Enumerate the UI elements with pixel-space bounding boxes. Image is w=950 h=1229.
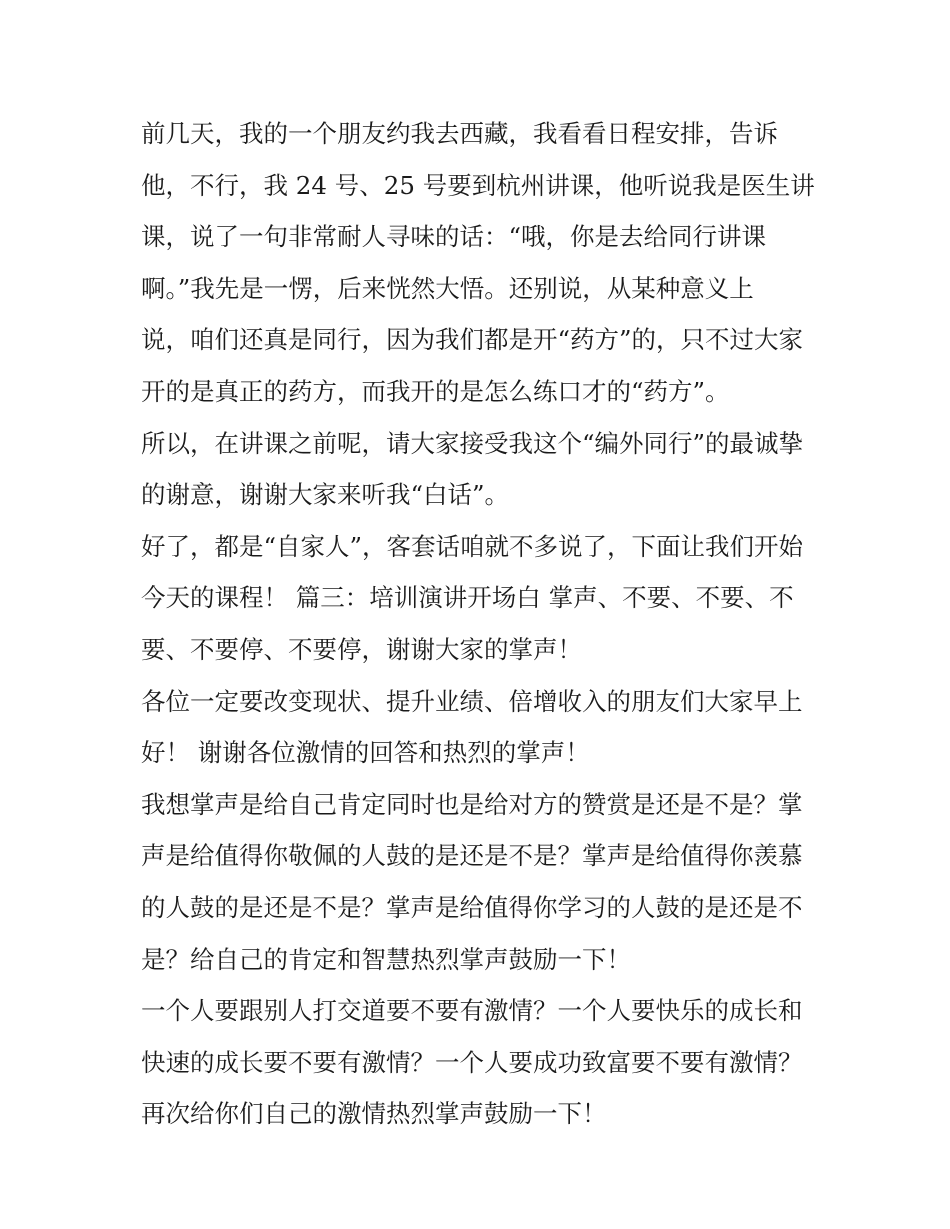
- text-line: 所以，在讲课之前呢，请大家接受我这个“编外同行”的最诚挚: [141, 428, 804, 458]
- text-line: 快速的成长要不要有激情？一个人要成功致富要不要有激情？: [141, 1047, 803, 1077]
- text-line: 声是给值得你敬佩的人鼓的是还是不是？掌声是给值得你羡慕: [141, 841, 803, 871]
- text-line: 各位一定要改变现状、提升业绩、倍增收入的朋友们大家早上: [141, 686, 803, 716]
- document-body: [141, 108, 821, 1140]
- text-line: 是？给自己的肯定和智慧热烈掌声鼓励一下！: [141, 944, 631, 974]
- text-line: 他，不行，我 24 号、25 号要到杭州讲课，他听说我是医生讲: [141, 170, 815, 200]
- text-line: 我想掌声是给自己肯定同时也是给对方的赞赏是还是不是？掌: [141, 789, 803, 819]
- text-line: 今天的课程！ 篇三：培训演讲开场白 掌声、不要、不要、不: [141, 583, 794, 613]
- text-line: 要、不要停、不要停，谢谢大家的掌声！: [141, 634, 582, 664]
- text-line: 说，咱们还真是同行，因为我们都是开“药方”的，只不过大家: [141, 325, 804, 355]
- text-line: 啊。”我先是一愣，后来恍然大悟。还别说，从某种意义上: [141, 273, 754, 303]
- text-line: 课，说了一句非常耐人寻味的话：“哦，你是去给同行讲课: [141, 222, 767, 252]
- text-line: 前几天，我的一个朋友约我去西藏，我看看日程安排，告诉: [141, 119, 778, 148]
- text-line: 好！ 谢谢各位激情的回答和热烈的掌声！: [141, 738, 590, 768]
- text-line: 一个人要跟别人打交道要不要有激情？一个人要快乐的成长和: [141, 996, 803, 1026]
- text-line: 再次给你们自己的激情热烈掌声鼓励一下！: [141, 1099, 607, 1129]
- text-line: 好了，都是“自家人”，客套话咱就不多说了，下面让我们开始: [141, 531, 804, 561]
- text-line: 开的是真正的药方，而我开的是怎么练口才的“药方”。: [141, 376, 730, 406]
- text-line: 的人鼓的是还是不是？掌声是给值得你学习的人鼓的是还是不: [141, 892, 803, 922]
- text-line: 的谢意，谢谢大家来听我“白话”。: [141, 480, 510, 510]
